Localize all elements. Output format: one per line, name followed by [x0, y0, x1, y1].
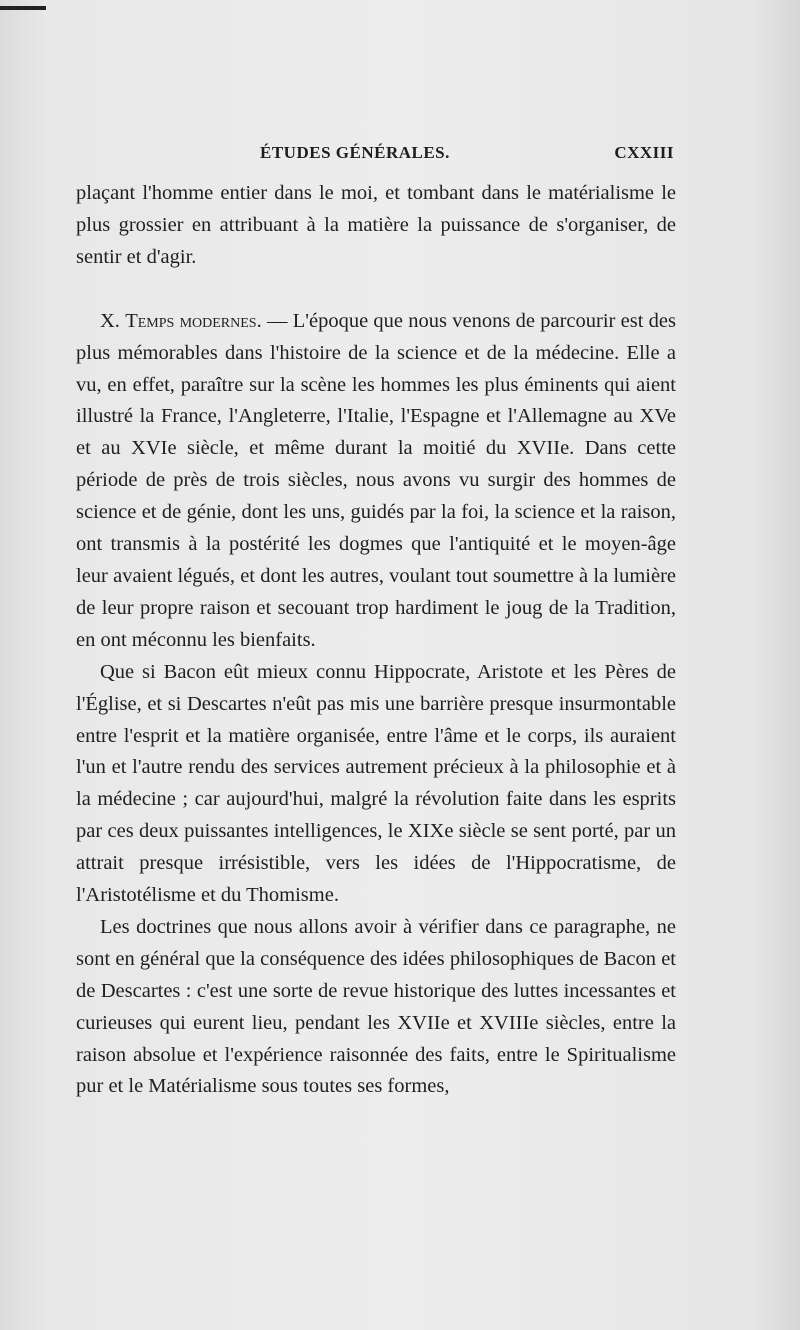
running-title: ÉTUDES GÉNÉRALES.	[260, 143, 450, 162]
page-header	[74, 143, 674, 169]
section-number: X.	[100, 309, 120, 332]
section-spacer	[76, 274, 676, 306]
paragraph-continued: plaçant l'homme entier dans le moi, et tombant dans le matérialisme le plus grossier en attribuant à la matière la puissance de s'organiser, de sentir et d'agir.	[76, 182, 676, 268]
paragraph-bacon-descartes: Que si Bacon eût mieux connu Hippocrate, Aristote et les Pères de l'Église, et si Descartes n'eût pas mis une barrière presque insurmontable entre l'esprit et la matière organisée, entre l'âme et le corps, ils auraient l'un et l'autre rendu des services autrement précieux à la philosophie et à la médecine ; car aujourd'hui, malgré la révolution faite dans les esprits par ces deux puissantes intelligences, le XIXe siècle se sent porté, par un attrait presque irrésistible, vers les idées de l'Hippocratisme, de l'Aristotélisme et du Thomisme.	[76, 660, 676, 907]
paragraph-section-x	[76, 306, 676, 657]
paragraph-doctrines: Les doctrines que nous allons avoir à vérifier dans ce paragraphe, ne sont en général que la conséquence des idées philosophiques de Bacon et de Descartes : c'est une sorte de revue historique des luttes incessantes et curieuses qui eurent lieu, pendant les XVIIe et XVIIIe siècles, entre la raison absolue et l'expérience raisonnée des faits, entre le Spiritualisme pur et le Matérialisme sous toutes ses formes,	[76, 915, 676, 1098]
section-x-text: — L'époque que nous venons de parcourir est des plus mémorables dans l'histoire de la science et de la médecine. Elle a vu, en effet, paraître sur la scène les hommes les plus éminents qui aient illustré la France, l'Angleterre, l'Italie, l'Espagne et l'Allemagne au XVe et au XVIe siècle, et même durant la moitié du XVIIe. Dans cette période de près de trois siècles, nous avons vu surgir des hommes de science et de génie, dont les uns, guidés par la foi, la science et la raison, ont transmis à la postérité les dogmes que l'antiquité et le moyen-âge leur avaient légués, et dont les autres, voulant tout soumettre à la lumière de leur propre raison et secouant trop hardiment le joug de la Tradition, en ont méconnu les bienfaits.	[76, 309, 677, 651]
body-text	[76, 178, 676, 1103]
section-title: Temps modernes.	[125, 309, 262, 332]
page-number: CXXIII	[614, 143, 674, 162]
scan-edge-mark	[0, 6, 46, 10]
